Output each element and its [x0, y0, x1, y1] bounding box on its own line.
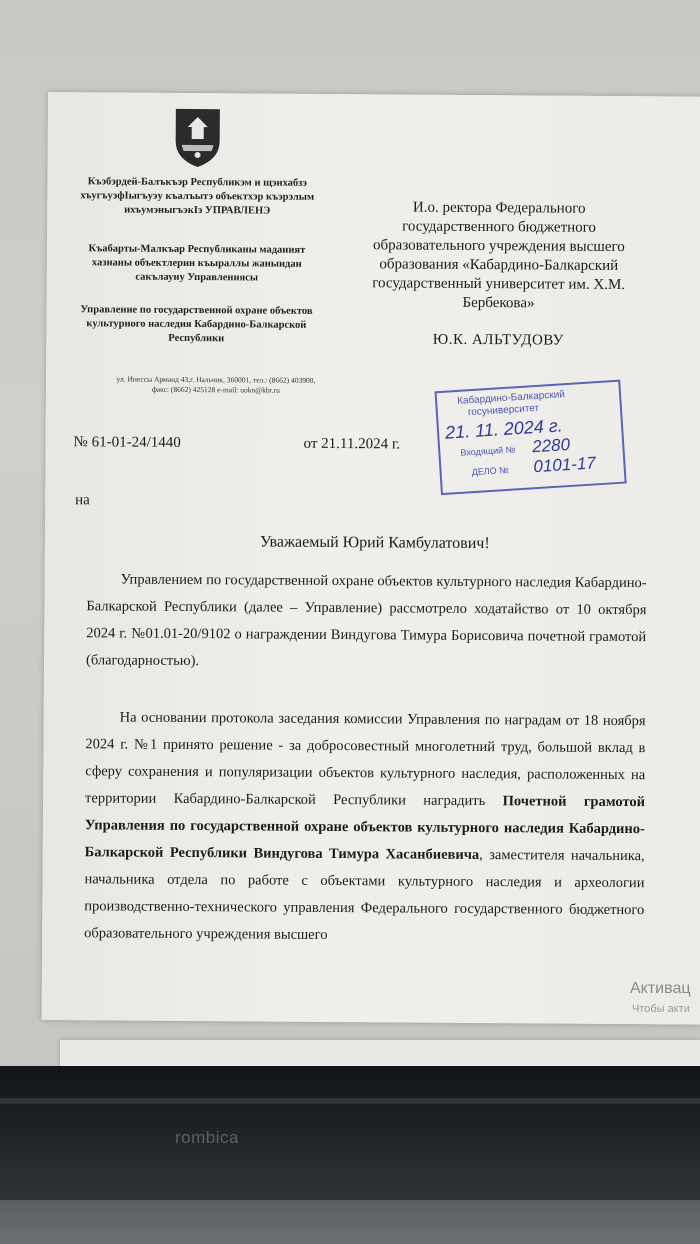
- paragraph-2-end: , заместителя начальника, начальника отдела по работе с объектами культурного наследия и археологии производственно-технического управления Федерального государственного бюджетного образовательного учреждения высшего: [84, 847, 645, 943]
- coat-of-arms-emblem: [167, 105, 227, 169]
- document-page: [42, 92, 700, 1025]
- monitor-brand-logo: rombica: [175, 1128, 239, 1147]
- paragraph-1: Управлением по государственной охране объектов культурного наследия Кабардино-Балкарской Республики (далее – Управление) рассмотрело ходатайство от 10 октября 2024 г. №01.01-20/9102 о награждении Виндугова Тимура Борисовича почетной грамотой (благодарностью).: [85, 571, 647, 670]
- letterhead-russian: Управление по государственной охране объектов культурного наследия Кабардино-Балкарской Республики: [80, 304, 313, 345]
- paragraph-2: [84, 704, 646, 951]
- reference-on-label: на: [75, 492, 90, 509]
- stamp-case-label: ДЕЛО №: [471, 464, 510, 478]
- recipient-title: И.о. ректора Федерального государственного бюджетного образовательного учреждения высшего образования «Кабардино-Балкарский государственный университет им. Х.М. Бербекова»: [372, 199, 626, 312]
- letterhead-balkar: Къабарты-Малкъар Республиканы маданият хазнаны объектлерин къыраллы жанындан сакълауну Управлениясы: [88, 243, 306, 284]
- stamp-case-number: 0101-17: [532, 453, 597, 477]
- desk-surface: [0, 1200, 700, 1244]
- paragraph-2-start: На основании протокола заседания комиссии Управления по наградам от 18 ноября 2024 г. №1 принято решение - за добросовестный многолетний труд, большой вклад в сферу сохранения и популяризации объектов культурного наследия, расположенных на территории Кабардино-Балкарской Республики наградить: [85, 709, 646, 810]
- stamp-in-number: 2280: [531, 434, 571, 457]
- letterhead-address: ул. Инессы Арманд 43,г. Нальчик, 360001, тел.: (8662) 403900, факс: (8662) 425128 e-mail: uokn@kbr.ru: [116, 374, 316, 395]
- paragraph-2-award: Почетной грамотой Управления по государственной охране объектов культурного наследия Кабардино-Балкарской Республики Виндугова Тимура Хасанбиевича: [84, 793, 646, 864]
- windows-activation-subtext: Чтобы акти: [632, 1003, 690, 1015]
- greeting: Уважаемый Юрий Камбулатович!: [259, 533, 490, 553]
- recipient-block: [368, 198, 629, 351]
- incoming-stamp: [435, 380, 627, 495]
- stamp-org-line1: Кабардино-Балкарский: [456, 389, 566, 407]
- letterhead-kabardian: Къэбэрдей-Балъкъэр Республикэм и щэнхабзэ хъугъуэфІыгъуэу къалъытэ объектхэр къэрэлым ихъумэныгъэкІэ УПРАВЛЕНЭ: [80, 176, 315, 217]
- stamp-org-line2: госуниверситет: [467, 402, 540, 419]
- outgoing-number: № 61-01-24/1440: [73, 434, 181, 451]
- stamp-in-label: Входящий №: [460, 444, 516, 458]
- recipient-name: Ю.К. АЛЬТУДОВУ: [432, 331, 564, 349]
- outgoing-date: от 21.11.2024 г.: [303, 435, 401, 453]
- monitor-bezel-edge: [0, 1098, 700, 1104]
- stamp-date: 21. 11. 2024 г.: [444, 415, 564, 443]
- windows-activation-watermark: Активац: [630, 980, 691, 997]
